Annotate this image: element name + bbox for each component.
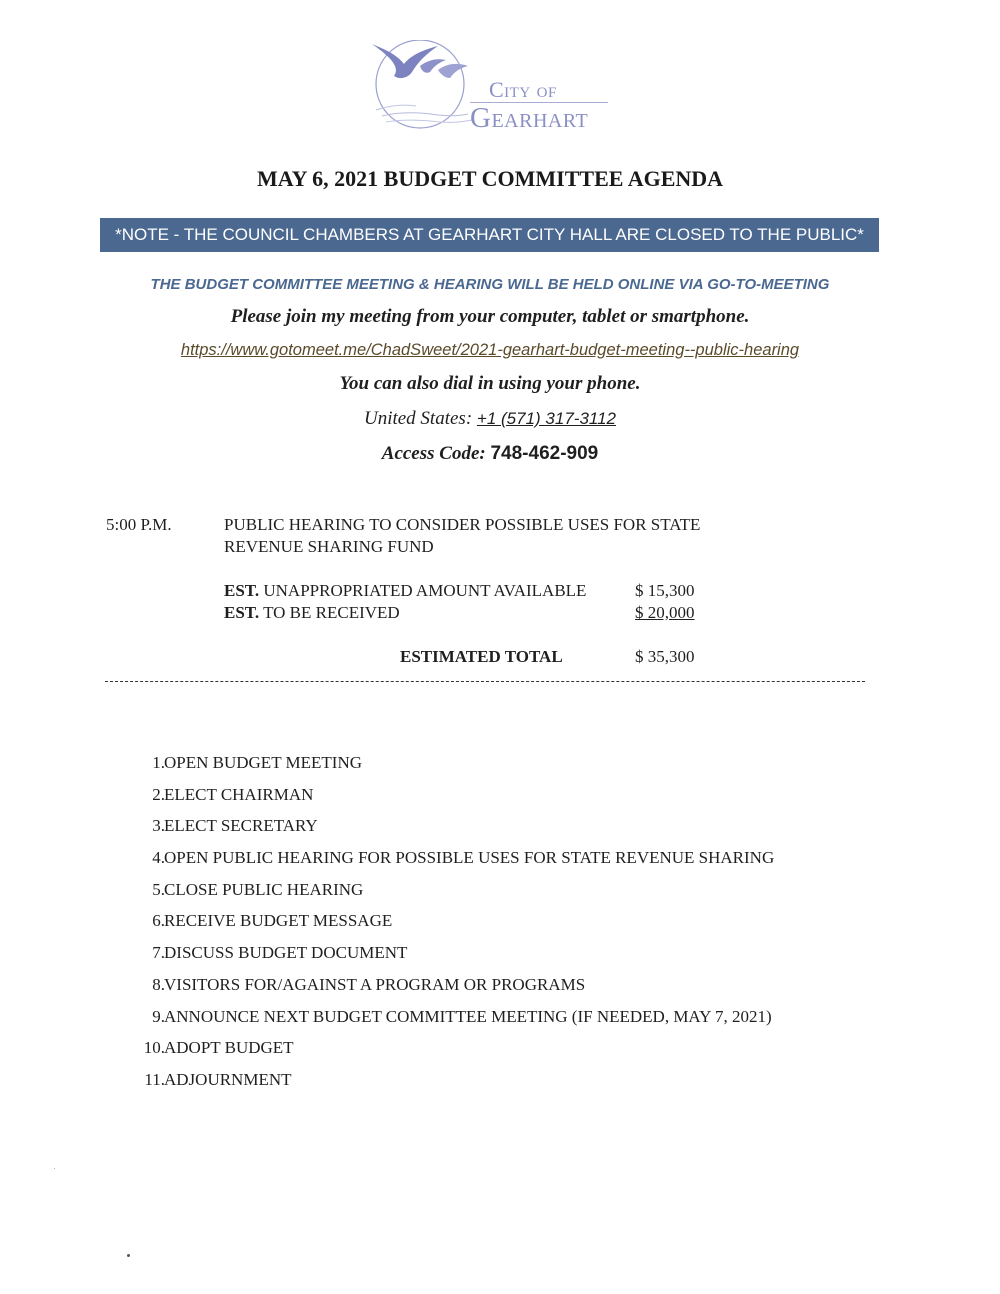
agenda-item-number: 1. xyxy=(152,753,165,772)
agenda-item-text: RECEIVE BUDGET MESSAGE xyxy=(164,911,393,931)
agenda-item xyxy=(125,1069,292,1102)
meeting-link[interactable]: https://www.gotomeet.me/ChadSweet/2021-gearhart-budget-meeting--public-hearing xyxy=(180,341,800,359)
agenda-item xyxy=(125,1006,772,1039)
est-prefix: EST. xyxy=(224,581,260,600)
logo-city-of-text: City of xyxy=(489,77,557,102)
agenda-item-text: OPEN BUDGET MEETING xyxy=(164,753,363,772)
hearing-time: 5:00 P.M. xyxy=(106,515,172,534)
seagulls-logo-icon xyxy=(368,40,478,135)
agenda-item xyxy=(125,879,364,912)
agenda-item xyxy=(125,1038,294,1070)
agenda-item xyxy=(125,911,393,943)
logo-gearhart-text: Gearhart xyxy=(470,102,589,134)
city-logo xyxy=(368,40,618,135)
hearing-title-line-1: PUBLIC HEARING TO CONSIDER POSSIBLE USES FOR STATE xyxy=(224,515,701,534)
agenda-item xyxy=(125,848,775,880)
closed-notice-banner: *NOTE - THE COUNCIL CHAMBERS AT GEARHART CITY HALL ARE CLOSED TO THE PUBLIC* xyxy=(100,218,879,252)
agenda-item-number: 2. xyxy=(152,784,165,804)
received-label-text: TO BE RECEIVED xyxy=(259,603,400,622)
online-meeting-note: THE BUDGET COMMITTEE MEETING & HEARING WILL BE HELD ONLINE VIA GO-TO-MEETING xyxy=(150,276,830,293)
page-title: MAY 6, 2021 BUDGET COMMITTEE AGENDA xyxy=(256,166,724,191)
agenda-item-text: ELECT CHAIRMAN xyxy=(164,784,314,804)
to-be-received-label xyxy=(224,603,400,623)
agenda-item-number: 4. xyxy=(152,848,165,868)
estimated-total-label: ESTIMATED TOTAL xyxy=(400,647,563,666)
agenda-item-text: ANNOUNCE NEXT BUDGET COMMITTEE MEETING (IF NEEDED, MAY 7, 2021) xyxy=(164,1006,772,1026)
agenda-item-number: 7. xyxy=(152,943,165,963)
agenda-item-text: VISITORS FOR/AGAINST A PROGRAM OR PROGRAMS xyxy=(164,974,586,994)
agenda-item-text: ADJOURNMENT xyxy=(164,1069,292,1089)
unappropriated-label-text: UNAPPROPRIATED AMOUNT AVAILABLE xyxy=(259,581,587,600)
phone-number-link[interactable]: +1 (571) 317-3112 xyxy=(476,409,617,428)
agenda-item-text: DISCUSS BUDGET DOCUMENT xyxy=(164,943,408,963)
access-code-line xyxy=(0,443,980,465)
est-prefix: EST. xyxy=(224,603,260,622)
agenda-item xyxy=(125,753,363,785)
agenda-item xyxy=(125,943,408,975)
agenda-item-text: OPEN PUBLIC HEARING FOR POSSIBLE USES FOR STATE REVENUE SHARING xyxy=(164,848,775,868)
agenda-item xyxy=(125,974,586,1007)
hearing-title-line-2: REVENUE SHARING FUND xyxy=(224,537,434,556)
agenda-item-number: 6. xyxy=(152,911,165,931)
unappropriated-amount-label xyxy=(224,581,586,601)
agenda-item-number: 3. xyxy=(152,816,165,836)
estimated-total-value: $ 35,300 xyxy=(635,647,695,666)
agenda-item-number: 8. xyxy=(152,974,165,994)
dial-in-instructions: You can also dial in using your phone. xyxy=(339,373,641,394)
agenda-item-text: CLOSE PUBLIC HEARING xyxy=(164,879,364,899)
access-code-value: 748-462-909 xyxy=(490,443,599,464)
join-instructions: Please join my meeting from your computer, tablet or smartphone. xyxy=(230,306,750,327)
agenda-list xyxy=(125,753,775,1102)
agenda-item-number: 10. xyxy=(143,1038,165,1058)
unappropriated-amount-value: $ 15,300 xyxy=(635,581,695,600)
access-code-label: Access Code: xyxy=(381,443,491,464)
dashed-divider xyxy=(105,681,865,682)
phone-line xyxy=(0,408,980,430)
agenda-item-number: 5. xyxy=(152,879,165,899)
to-be-received-value: $ 20,000 xyxy=(635,603,695,622)
agenda-item xyxy=(125,784,314,817)
scan-speck xyxy=(127,1254,130,1257)
agenda-item-number: 11. xyxy=(144,1069,165,1089)
scan-speck xyxy=(54,1168,55,1169)
agenda-item-text: ADOPT BUDGET xyxy=(164,1038,294,1058)
phone-label: United States: xyxy=(363,408,477,429)
agenda-item-text: ELECT SECRETARY xyxy=(164,816,318,836)
agenda-item-number: 9. xyxy=(152,1006,165,1026)
agenda-item xyxy=(125,816,318,848)
